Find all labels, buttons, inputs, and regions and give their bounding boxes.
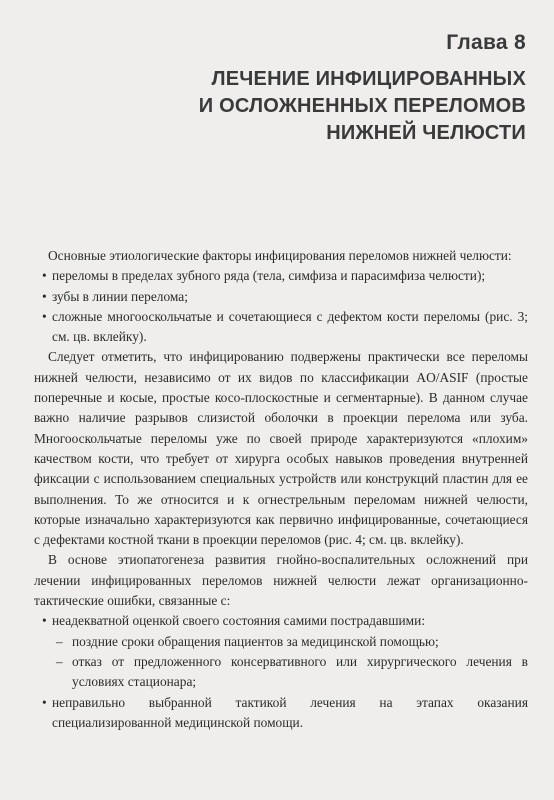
paragraph: Следует отметить, что инфицированию подвержены практически все переломы нижней челюсти, независимо от их видов по классификации AO/ASIF (простые поперечные и косые, простые косо-плоскостные и сегментарные). В данном случае важно наличие разрывов слизистой оболочки в проекции перелома или зуба. Многооскольчатые переломы уже по своей природе характеризуются «плохим» качеством кости, что требует от хирурга особых навыков проведения внутренней фиксации с использованием специальных устройств или конструкций пластин для ее выполнения. То же относится и к огнестрельным переломам нижней челюсти, которые изначально характеризуются как первично инфицированные, сочетающиеся с дефектами костной ткани в проекции переломов (рис. 4; см. цв. вклейку). (34, 349, 528, 548)
chapter-number: Глава 8 (446, 31, 526, 54)
list-item: • сложные многооскольчатые и сочетающиеся с дефектом кости переломы (рис. 3; см. цв. вклейку). (34, 307, 528, 348)
chapter-title-line-3: НИЖНЕЙ ЧЕЛЮСТИ (326, 122, 526, 144)
errors-list (34, 611, 528, 733)
factors-list (34, 266, 528, 347)
list-item: • зубы в линии перелома; (34, 287, 528, 307)
list-item: • неадекватной оценкой своего состояния самими пострадавшими: (34, 611, 528, 631)
intro-paragraph: Основные этиологические факторы инфицирования переломов нижней челюсти: (48, 248, 512, 263)
list-item: • неправильно выбранной тактикой лечения на этапах оказания специализированной медицинской помощи. (34, 693, 528, 734)
paragraph: В основе этиопатогенеза развития гнойно-воспалительных осложнений при лечении инфицированных переломов нижней челюсти лежат организационно-тактические ошибки, связанные с: (34, 552, 528, 609)
sub-list-item: – отказ от предложенного консервативного или хирургического лечения в условиях стационара; (34, 652, 528, 693)
chapter-title-line-1: ЛЕЧЕНИЕ ИНФИЦИРОВАННЫХ (211, 68, 526, 90)
body-text (34, 246, 528, 733)
list-item: • переломы в пределах зубного ряда (тела, симфиза и парасимфиза челюсти); (34, 266, 528, 286)
chapter-title-line-2: И ОСЛОЖНЕННЫХ ПЕРЕЛОМОВ (198, 95, 526, 117)
chapter-heading (199, 30, 526, 147)
sub-list-item: – поздние сроки обращения пациентов за медицинской помощью; (34, 632, 528, 652)
